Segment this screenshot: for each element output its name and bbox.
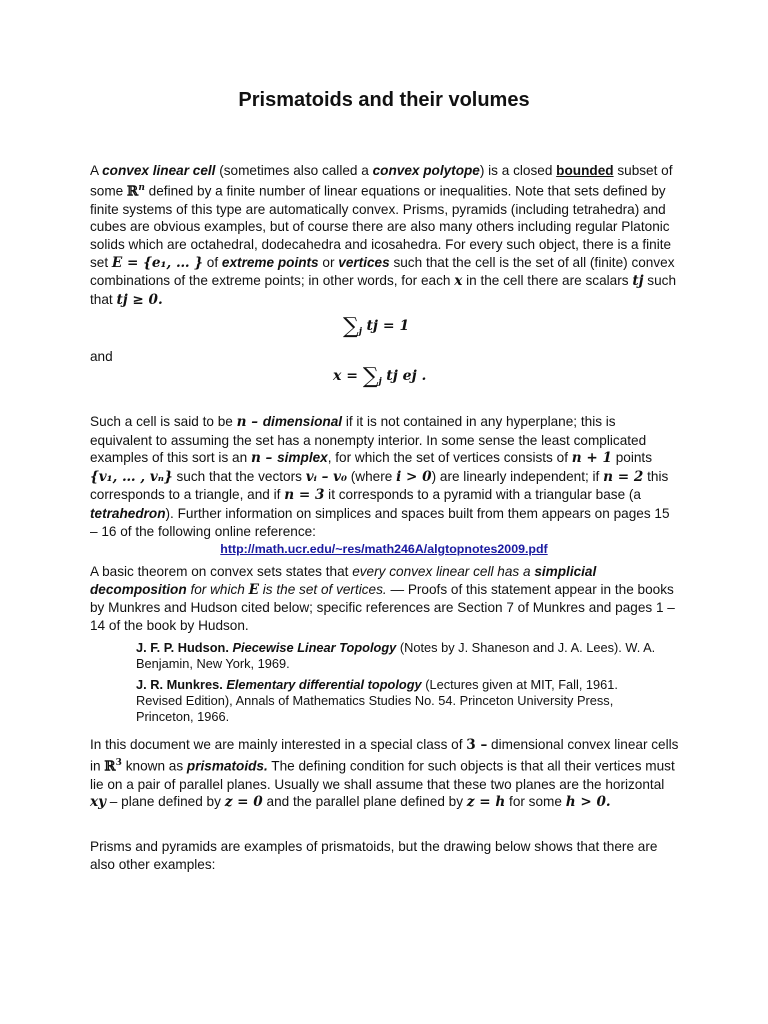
real-space-symbol: ℝ [127,183,139,200]
term-tetrahedron: tetrahedron [90,505,166,521]
page-title: Prismatoids and their volumes [238,89,530,111]
prismatoid-paragraph: In this document we are mainly interested in a special class of 3 – dimensional convex linear cells in ℝ$^3$ known as prismatoids. The defining condition for such objects is that all their vertices must lie on a pair of parallel planes. Usually we shall assume that these two planes are the horizontal xy – plane defined by z = 0 and the parallel plane defined by z = h for some h > 0. [90,737,679,811]
dimension-paragraph: Such a cell is said to be n – dimensional if it is not contained in any hyperplane; this is equivalent to assuming the set has a nonempty interior. In some sense the least complicated examples of this sort is an n – simplex, for which the set of vertices consists of n + 1 points {v₁, … , vₙ} such that the vectors vᵢ – v₀ (where i > 0) are linearly independent; if n = 2 this corresponds to a triangle, and if n = 3 it corresponds to a pyramid with a triangular base (a tetrahedron). Further information on simplices and spaces built from them appears on pages 15 – 16 of the following online reference: [90,414,670,539]
term-prismatoids: prismatoids. [186,758,268,774]
theorem-paragraph: A basic theorem on convex sets states that every convex linear cell has a simplicial decomposition for which E is the set of vertices. — Proofs of this statement appear in the books by Munkres and Hudson cited below; specific references are Section 7 of Munkres and pages 1 – 14 of the book by Hudson. [90,564,675,633]
term-vertices: vertices [338,254,390,270]
term-bounded: bounded [556,163,614,178]
and-text: and [90,349,113,364]
reference-munkres: J. R. Munkres. Elementary differential topology (Lectures given at MIT, Fall, 1961. Revised Edition), Annals of Mathematics Studies No. 54. Princeton University Press, Princeton, 1966. [136,677,618,724]
reference-link[interactable]: http://math.ucr.edu/~res/math246A/algtopnotes2009.pdf [220,542,548,556]
term-convex-linear-cell: convex linear cell [102,163,216,178]
equation-sum-of-scalars: $\sum_j$ tj = 1 [343,314,410,339]
intro-paragraph: A convex linear cell (sometimes also called a convex polytope) is a closed bounded subset of some ℝ$^n$ defined by a finite number of linear equations or inequalities. Note that sets defined by finite systems of this type are automatically convex. Prisms, pyramids (including tetrahedra) and cubes are obvious examples, but of course there are also many others including regular Platonic solids which are octahedral, dodecahedra and icosahedra. For every such object, there is a finite set E = {e₁, … } of extreme points or vertices such that the cell is the set of all (finite) convex combinations of the extreme points; in other words, for each x in the cell there are scalars tj such that tj ≥ 0. [90,163,677,308]
reference-hudson: J. F. P. Hudson. Piecewise Linear Topology (Notes by J. Shaneson and J. A. Lees). W. A. Benjamin, New York, 1969. [136,640,656,671]
term-simplicial-decomposition: simplicial decomposition [90,564,597,597]
vertex-set-math: {v₁, … , vₙ} [90,468,173,485]
extreme-point-set-math: E = {e₁, … } [111,254,204,271]
term-extreme-points: extreme points [221,254,319,270]
term-convex-polytope: convex polytope [372,163,480,178]
equation-convex-combination: $x = \sum_j$ tj ej . [333,364,427,389]
examples-paragraph: Prisms and pyramids are examples of prismatoids, but the drawing below shows that there are also other examples: [90,839,658,872]
term-simplex: simplex [277,450,328,466]
term-dimensional: dimensional [262,414,343,429]
